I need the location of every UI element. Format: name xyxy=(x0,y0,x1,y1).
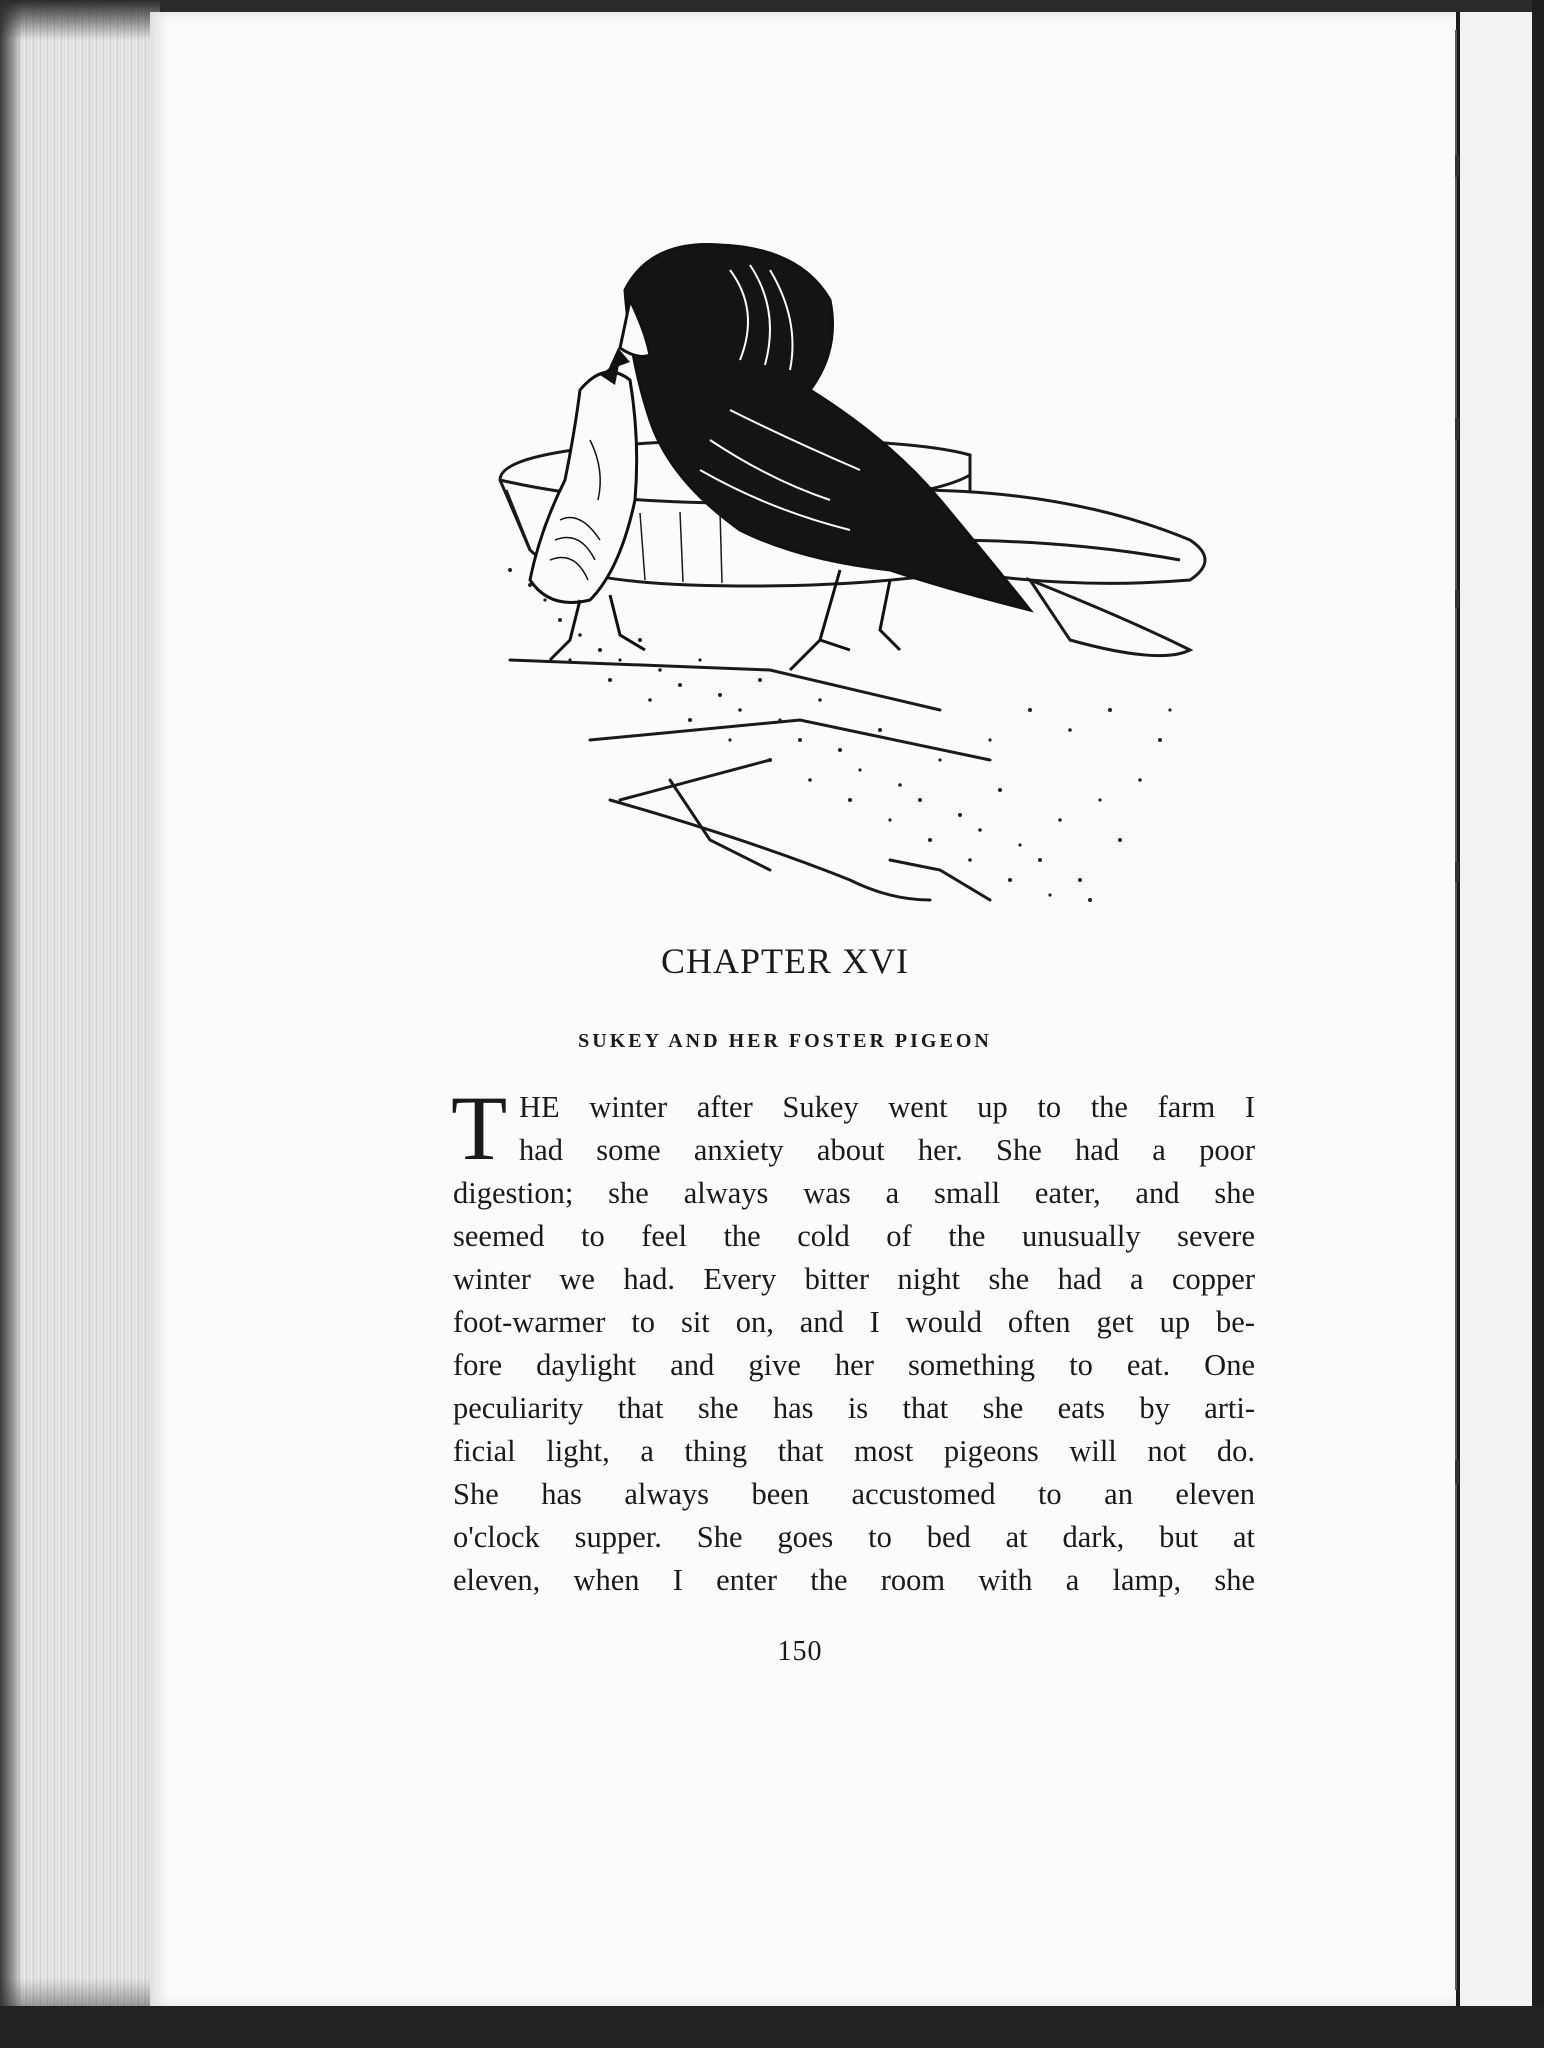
book-page-edges xyxy=(0,0,160,2048)
drop-cap: T xyxy=(451,1077,508,1179)
scan-bottom-edge xyxy=(0,2006,1544,2048)
text-line: winter we had. Every bitter night she had a copper xyxy=(453,1262,1255,1296)
page-edge-shadow xyxy=(0,0,22,2048)
text-line: foot-warmer to sit on, and I would often get up be- xyxy=(453,1305,1255,1339)
chapter-subtitle: SUKEY AND HER FOSTER PIGEON xyxy=(578,1030,992,1052)
gutter-mark xyxy=(1455,862,1459,882)
text-line: eleven, when I enter the room with a lamp, she xyxy=(453,1563,1255,1597)
text-line: HE winter after Sukey went up to the farm I xyxy=(519,1090,1255,1124)
scan-right-edge xyxy=(1532,0,1544,2048)
text-line: peculiarity that she has is that she eats by arti- xyxy=(453,1391,1255,1425)
text-line: fore daylight and give her something to eat. One xyxy=(453,1348,1255,1382)
chapter-title: CHAPTER XVI xyxy=(660,941,909,981)
text-line: ficial light, a thing that most pigeons will not do. xyxy=(453,1434,1255,1468)
gutter-mark xyxy=(1455,590,1459,608)
gutter-mark xyxy=(1455,155,1459,177)
text-line: had some anxiety about her. She had a poor xyxy=(519,1133,1255,1167)
gutter-mark xyxy=(1455,418,1459,440)
pigeon-feeding-squab-illustration xyxy=(470,240,1260,920)
chapter-body-text xyxy=(451,1077,1255,1602)
text-line: She has always been accustomed to an eleven xyxy=(453,1477,1255,1511)
text-line: seemed to feel the cold of the unusually severe xyxy=(453,1219,1255,1253)
text-line: o'clock supper. She goes to bed at dark, but at xyxy=(453,1520,1255,1554)
gutter-mark xyxy=(1455,1460,1459,1484)
text-line: digestion; she always was a small eater, and she xyxy=(453,1176,1255,1210)
page-number: 150 xyxy=(777,1636,823,1667)
scan-top-edge xyxy=(0,0,1544,12)
page-edge-shadow-top xyxy=(0,0,160,40)
gutter-line xyxy=(1455,30,1457,1990)
